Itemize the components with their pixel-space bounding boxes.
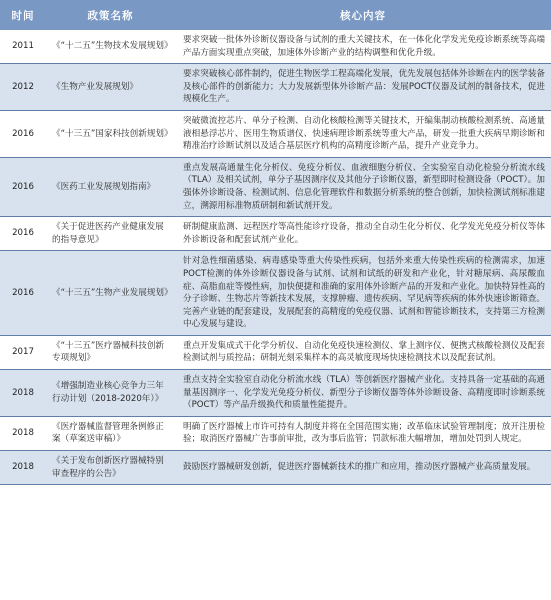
row-year: 2016 xyxy=(0,217,46,251)
row-policy-name: 《增强制造业核心竞争力三年行动计划（2018-2020年）》 xyxy=(46,370,175,417)
table-row xyxy=(0,64,551,111)
row-year: 2016 xyxy=(0,251,46,336)
row-core-content: 鼓励医疗器械研发创新，促进医疗器械新技术的推广和应用，推动医疗器械产业高质量发展。 xyxy=(175,451,551,485)
row-policy-name: 《生物产业发展规划》 xyxy=(46,64,175,111)
header-row xyxy=(0,0,551,30)
row-year: 2016 xyxy=(0,157,46,216)
table-row xyxy=(0,110,551,157)
row-core-content: 针对急性细菌感染、病毒感染等重大传染性疾病，包括外来重大传染性疾病的检测需求，加速POCT检测的体外诊断仪器设备与试剂、试剂和试纸的研发和产业化，针对糖尿病、高尿酸血症、高脂血症等慢性病，加快便捷和准确的家用体外诊断产品的开发和产业化。加快特异性高的分子诊断、生物芯片等新技术发展，支撑肿瘤、遗传疾病、罕见病等疾病的体外快速诊断筛查。完善产业链的配套建设，发展配套的高精度的免疫仪器、试剂和智能诊断技术，支持第三方检测中心发展与建设。 xyxy=(175,251,551,336)
row-policy-name: 《“十二五”生物技术发展规划》 xyxy=(46,30,175,64)
table-row xyxy=(0,335,551,369)
row-core-content: 明确了医疗器械上市许可持有人制度并将在全国范围实施；改革临床试验管理制度；放开注册检验；取消医疗器械广告事前审批，改为事后监管；罚款标准大幅增加，增加处罚到人规定。 xyxy=(175,416,551,450)
row-year: 2011 xyxy=(0,30,46,64)
table-row xyxy=(0,30,551,64)
table-row xyxy=(0,217,551,251)
row-core-content: 突破微流控芯片、单分子检测、自动化核酸检测等关键技术，开编集制动核酸检测系统、高通量液相悬浮芯片、医用生物质谱仪、快速病理诊断系统等重大产品，研发一批重大疾病早期诊断和精准治疗诊断试剂以及适合基层医疗机构的高精度诊断产品，提升产业竞争力。 xyxy=(175,110,551,157)
table-row xyxy=(0,370,551,417)
row-policy-name: 《“十三五”生物产业发展规划》 xyxy=(46,251,175,336)
row-policy-name: 《医药工业发展规划指南》 xyxy=(46,157,175,216)
row-policy-name: 《医疗器械监督管理条例修正案（草案送审稿）》 xyxy=(46,416,175,450)
row-year: 2012 xyxy=(0,64,46,111)
row-policy-name: 《“十三五”国家科技创新规划》 xyxy=(46,110,175,157)
row-year: 2017 xyxy=(0,335,46,369)
row-year: 2018 xyxy=(0,416,46,450)
table-row xyxy=(0,416,551,450)
table-header xyxy=(0,0,551,30)
row-year: 2016 xyxy=(0,110,46,157)
row-core-content: 要求突破一批体外诊断仪器设备与试剂的重大关键技术，在一体化化学发光免疫诊断系统等高端产品方面实现重点突破，加速体外诊断产业的结构调整和优化升级。 xyxy=(175,30,551,64)
row-year: 2018 xyxy=(0,451,46,485)
header-core-content: 核心内容 xyxy=(175,0,551,30)
row-core-content: 重点开发集成式干化学分析仪、自动化免疫快速检测仪、掌上测序仪、便携式核酸检测仪及配套检测试剂与质控品；研制光刻采集样本的高灵敏度现场快速检测技术以及配套试剂。 xyxy=(175,335,551,369)
row-policy-name: 《关于发布创新医疗器械特别审查程序的公告》 xyxy=(46,451,175,485)
row-core-content: 要求突破核心部件制约，促进生物医学工程高端化发展，优先发展包括体外诊断在内的医学装备及核心部件的创新能力；大力发展新型体外诊断产品：发展POCT仪器及试剂的制备技术，促进规模化生产。 xyxy=(175,64,551,111)
row-core-content: 研制健康监测、远程医疗等高性能诊疗设备，推动全自动生化分析仪、化学发光免疫分析仪等体外诊断设备和配套试剂产业化。 xyxy=(175,217,551,251)
row-year: 2018 xyxy=(0,370,46,417)
row-policy-name: 《关于促进医药产业健康发展的指导意见》 xyxy=(46,217,175,251)
header-year: 时间 xyxy=(0,0,46,30)
table-row xyxy=(0,157,551,216)
header-policy-name: 政策名称 xyxy=(46,0,175,30)
row-core-content: 重点支持全实验室自动化分析流水线（TLA）等创新医疗器械产业化。支持具备一定基础的高通量基因测序一、化学发光免疫分析仪、新型分子诊断仪器等体外诊断设备、高精度即时诊断系统（POCT）等产品升级换代和质量性能提升。 xyxy=(175,370,551,417)
table-row xyxy=(0,251,551,336)
table-body xyxy=(0,30,551,485)
row-policy-name: 《“十三五”医疗器械科技创新专项规划》 xyxy=(46,335,175,369)
table-row xyxy=(0,451,551,485)
row-core-content: 重点发展高通量生化分析仪、免疫分析仪、血液细胞分析仪、全实验室自动化检验分析流水线（TLA）及相关试剂，单分子基因测序仪及其他分子诊断仪器，新型即时检测设备（POCT）。加强体外诊断设备、检测试剂、信息化管理软件和数据分析系统的整合创新，加快检测试剂标准建立，溯源用标准物质研制和新试剂开发。 xyxy=(175,157,551,216)
